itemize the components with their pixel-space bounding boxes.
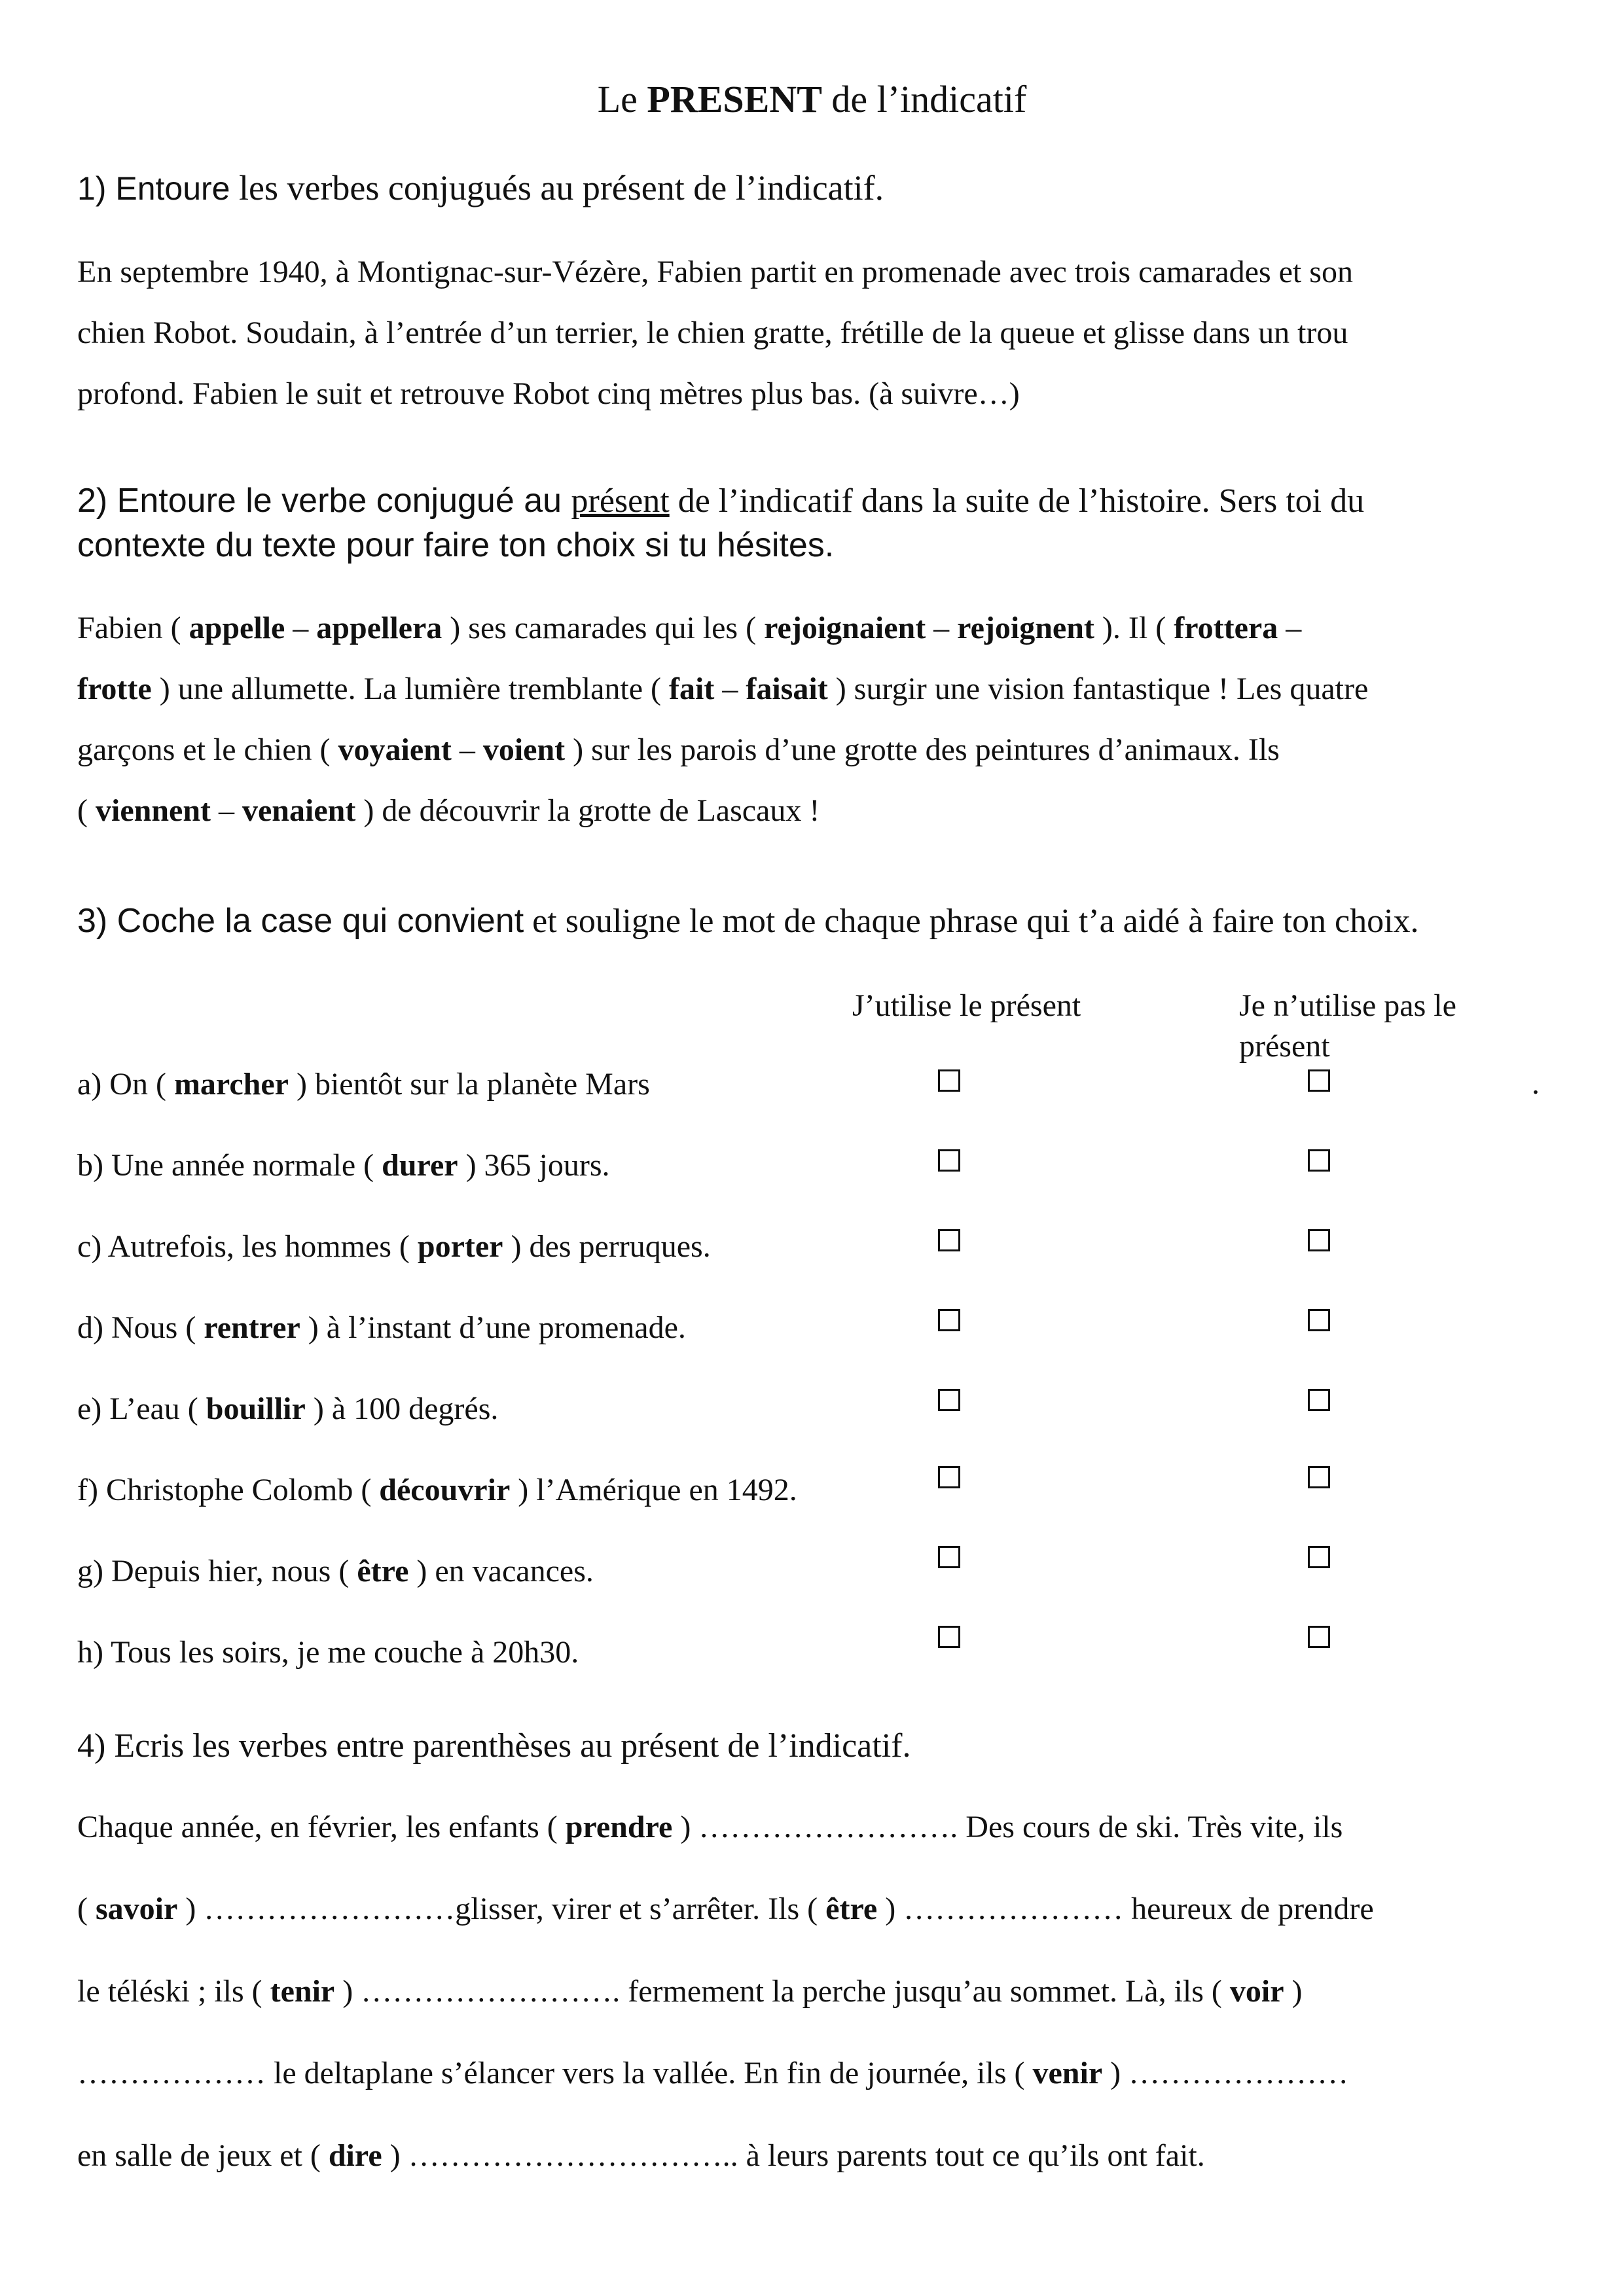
checkbox-present[interactable] [938,1546,960,1568]
checkbox-not-present[interactable] [1308,1309,1330,1331]
exercise-4-text-line: ( savoir ) ……………………glisser, virer et s’arrêter. Ils ( être ) ………………… heureux de prendre [77,1892,1374,1926]
exercise-2-instruction: 2) Entoure le verbe conjugué au présent de l’indicatif dans la suite de l’histoire. Sers toi du [77,482,1365,520]
list-item: d) Nous ( rentrer ) à l’instant d’une promenade. [77,1310,686,1345]
checkbox-not-present[interactable] [1308,1466,1330,1488]
exercise-2-instruction-line2: contexte du texte pour faire ton choix si tu hésites. [77,526,835,564]
list-item: g) Depuis hier, nous ( être ) en vacances. [77,1554,594,1588]
list-item: h) Tous les soirs, je me couche à 20h30. [77,1635,579,1670]
exercise-2-text-line: garçons et le chien ( voyaient – voient ) sur les parois d’une grotte des peintures d’animaux. Ils [77,732,1280,767]
checkbox-present[interactable] [938,1389,960,1411]
exercise-4-text-line: le téléski ; ils ( tenir ) ……………………. fermement la perche jusqu’au sommet. Là, ils ( voir ) [77,1974,1303,2009]
exercise-1-text-line: profond. Fabien le suit et retrouve Robot cinq mètres plus bas. (à suivre…) [77,376,1020,411]
exercise-1-text-line: En septembre 1940, à Montignac-sur-Vézère, Fabien partit en promenade avec trois camarades et son [77,255,1353,289]
list-item: c) Autrefois, les hommes ( porter ) des perruques. [77,1229,711,1264]
exercise-4-instruction: 4) Ecris les verbes entre parenthèses au présent de l’indicatif. [77,1727,911,1765]
list-item: a) On ( marcher ) bientôt sur la planète Mars [77,1067,650,1102]
exercise-4-text-line: Chaque année, en février, les enfants ( prendre ) ……………………. Des cours de ski. Très vite, ils [77,1810,1343,1844]
checkbox-present[interactable] [938,1466,960,1488]
exercise-3-instruction: 3) Coche la case qui convient et souligne le mot de chaque phrase qui t’a aidé à faire ton choix. [77,902,1419,940]
checkbox-present[interactable] [938,1309,960,1331]
checkbox-not-present[interactable] [1308,1626,1330,1648]
list-item: e) L’eau ( bouillir ) à 100 degrés. [77,1391,499,1426]
checkbox-present[interactable] [938,1626,960,1648]
checkbox-not-present[interactable] [1308,1069,1330,1092]
checkbox-not-present[interactable] [1308,1389,1330,1411]
exercise-2-text-line: Fabien ( appelle – appellera ) ses camarades qui les ( rejoignaient – rejoignent ). Il ( frottera – [77,611,1302,645]
exercise-1-instruction: 1) Entoure les verbes conjugués au présent de l’indicatif. [77,168,884,207]
checkbox-present[interactable] [938,1149,960,1172]
column-header-present: J’utilise le présent [852,988,1081,1023]
checkbox-present[interactable] [938,1069,960,1092]
page-title: Le PRESENT de l’indicatif [597,78,1027,120]
checkbox-not-present[interactable] [1308,1546,1330,1568]
exercise-4-text-line: ……………… le deltaplane s’élancer vers la vallée. En fin de journée, ils ( venir ) ………………… [77,2056,1349,2090]
checkbox-present[interactable] [938,1229,960,1251]
exercise-2-text-line: frotte ) une allumette. La lumière tremblante ( fait – faisait ) surgir une vision fantastique ! Les quatre [77,672,1369,706]
checkbox-not-present[interactable] [1308,1229,1330,1251]
list-item: b) Une année normale ( durer ) 365 jours. [77,1148,610,1183]
checkbox-not-present[interactable] [1308,1149,1330,1172]
exercise-4-text-line: en salle de jeux et ( dire ) ………………………….. à leurs parents tout ce qu’ils ont fait. [77,2138,1205,2173]
exercise-1-text-line: chien Robot. Soudain, à l’entrée d’un terrier, le chien gratte, frétille de la queue et glisse dans un trou [77,315,1348,350]
column-header-not-present: Je n’utilise pas le présent [1239,988,1456,1064]
list-item: f) Christophe Colomb ( découvrir ) l’Amérique en 1492. [77,1473,797,1507]
exercise-2-text-line: ( viennent – venaient ) de découvrir la grotte de Lascaux ! [77,793,820,828]
stray-dot: . [1532,1066,1540,1101]
